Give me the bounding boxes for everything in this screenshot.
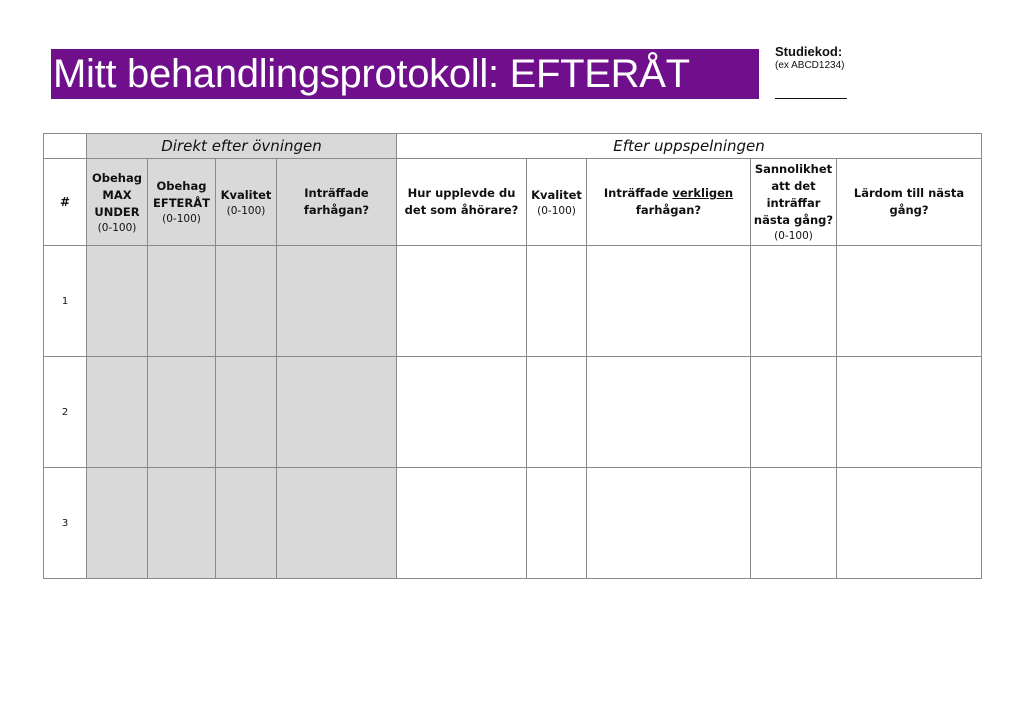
cell-obehag-max[interactable] (87, 468, 148, 579)
col-hash: # (44, 159, 87, 246)
col-obehag-efter-l2: EFTERÅT (152, 196, 210, 210)
col-sannolikhet-l2: att det (771, 179, 816, 193)
group-direkt: Direkt efter övningen (87, 134, 397, 159)
col-verkligen-l1 (587, 185, 750, 202)
col-obehag-efter (148, 159, 216, 246)
corner-blank (44, 134, 87, 159)
col-obehag-max-l2: MAX (102, 187, 132, 202)
col-obehag-max (87, 159, 148, 246)
cell-obehag-max[interactable] (87, 357, 148, 468)
col-sannolikhet-l1: Sannolikhet (754, 162, 833, 176)
cell-upplevde[interactable] (397, 246, 527, 357)
cell-lardom[interactable] (837, 357, 982, 468)
col-kvalitet-2-scale: (0-100) (537, 204, 576, 217)
page-title: Mitt behandlingsprotokoll: EFTERÅT (51, 49, 759, 99)
col-sannolikhet-l3: inträffar (766, 196, 821, 210)
col-kvalitet-1-l1: Kvalitet (220, 187, 272, 202)
table-row (44, 246, 982, 357)
col-kvalitet-2 (527, 159, 587, 246)
studiekod-block (775, 44, 895, 99)
cell-verkligen[interactable] (587, 246, 751, 357)
studiekod-input-line[interactable] (775, 97, 847, 99)
col-upplevde-l2: det som åhörare? (404, 203, 519, 217)
cell-obehag-efter[interactable] (148, 246, 216, 357)
cell-upplevde[interactable] (397, 357, 527, 468)
table-row (44, 468, 982, 579)
col-upplevde (397, 159, 527, 246)
col-lardom-l1: Lärdom till nästa (853, 186, 965, 200)
cell-intraffade[interactable] (277, 468, 397, 579)
cell-sannolikhet[interactable] (751, 246, 837, 357)
col-obehag-efter-scale: (0-100) (162, 213, 201, 225)
col-intraffade-l2: farhågan? (303, 203, 370, 217)
col-kvalitet-1-scale: (0-100) (226, 204, 266, 217)
col-obehag-max-l3: UNDER (94, 204, 140, 219)
col-kvalitet-2-l1: Kvalitet (531, 187, 582, 202)
col-intraffade-l1: Inträffade (304, 186, 369, 200)
col-lardom (837, 159, 982, 246)
cell-intraffade[interactable] (277, 246, 397, 357)
cell-obehag-efter[interactable] (148, 468, 216, 579)
table-row (44, 357, 982, 468)
col-sannolikhet (751, 159, 837, 246)
col-obehag-efter-l1: Obehag (156, 179, 207, 193)
group-efter: Efter uppspelningen (397, 134, 982, 159)
col-intraffade (277, 159, 397, 246)
studiekod-hint: (ex ABCD1234) (775, 60, 845, 71)
cell-kvalitet-1[interactable] (216, 468, 277, 579)
cell-kvalitet-2[interactable] (527, 468, 587, 579)
col-upplevde-l1: Hur upplevde du (407, 186, 516, 200)
col-obehag-max-scale: (0-100) (97, 221, 137, 234)
cell-kvalitet-1[interactable] (216, 357, 277, 468)
col-obehag-max-l1: Obehag (92, 170, 142, 185)
cell-sannolikhet[interactable] (751, 468, 837, 579)
col-verkligen-l1a: Inträffade (603, 186, 673, 200)
cell-verkligen[interactable] (587, 357, 751, 468)
row-number: 2 (44, 357, 87, 468)
col-verkligen-l1b: verkligen (672, 186, 734, 200)
protocol-table (43, 133, 982, 579)
cell-obehag-max[interactable] (87, 246, 148, 357)
cell-intraffade[interactable] (277, 357, 397, 468)
cell-sannolikhet[interactable] (751, 357, 837, 468)
cell-kvalitet-2[interactable] (527, 357, 587, 468)
col-verkligen-l2: farhågan? (635, 203, 702, 217)
row-number: 1 (44, 246, 87, 357)
col-sannolikhet-l4: nästa gång? (753, 213, 834, 227)
studiekod-label: Studiekod: (775, 44, 843, 59)
row-number: 3 (44, 468, 87, 579)
col-sannolikhet-scale: (0-100) (774, 230, 813, 242)
col-lardom-l2: gång? (889, 203, 929, 217)
col-verkligen (587, 159, 751, 246)
cell-lardom[interactable] (837, 246, 982, 357)
cell-upplevde[interactable] (397, 468, 527, 579)
cell-verkligen[interactable] (587, 468, 751, 579)
cell-kvalitet-1[interactable] (216, 246, 277, 357)
cell-kvalitet-2[interactable] (527, 246, 587, 357)
col-kvalitet-1 (216, 159, 277, 246)
cell-obehag-efter[interactable] (148, 357, 216, 468)
cell-lardom[interactable] (837, 468, 982, 579)
